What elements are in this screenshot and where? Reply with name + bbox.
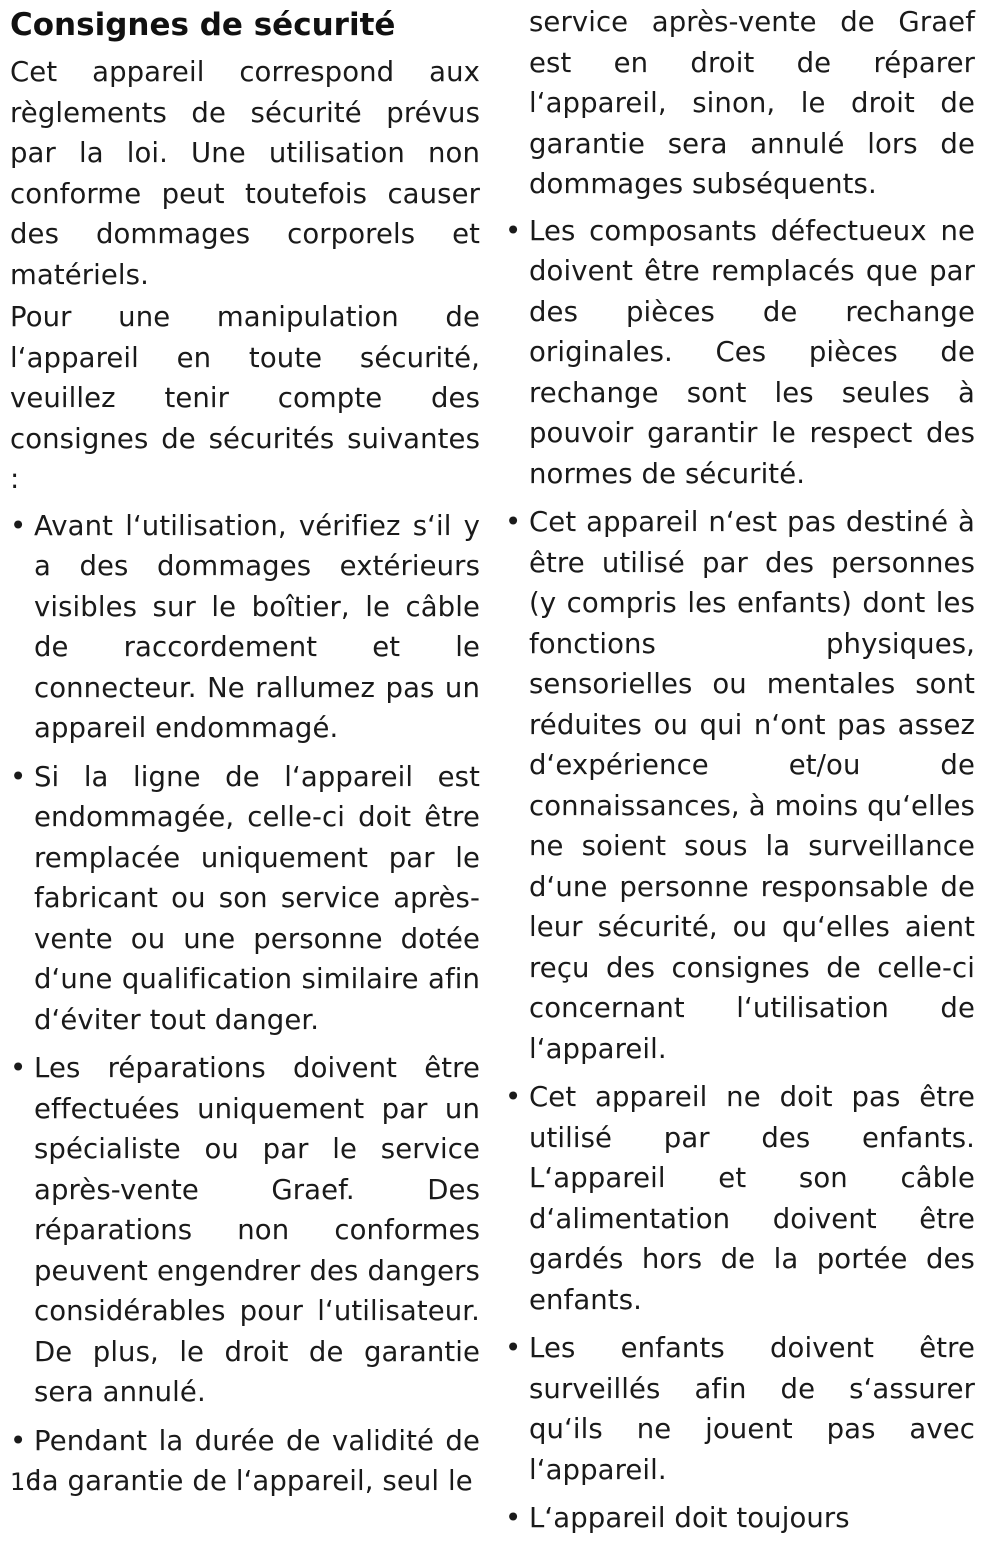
list-item-text: • Si la ligne de l‘appareil est endommagée, celle-ci doit être remplacée uniquement par le fabricant ou son service après-vente ou une personne dotée d‘une qualification similaire afin d‘éviter tout danger.: [34, 760, 480, 1036]
list-item: [10, 506, 480, 749]
page-title: Consignes de sécurité: [10, 7, 396, 43]
list-item-text: • Cet appareil n‘est pas destiné à être utilisé par des personnes (y compris les enfants) dont les fonctions physiques, sensorielles ou mentales sont réduites ou qui n‘ont pas assez d‘expérience et/ou de connaissances, à moins qu‘elles ne soient sous la surveillance d‘une personne responsable de leur sécurité, ou qu‘elles aient reçu des consignes de celle-ci concernant l‘utilisation de l‘appareil.: [529, 506, 975, 1065]
intro-paragraph: Pour une manipulation de l‘appareil en toute sécurité, veuillez tenir compte des consignes de sécurités suivantes :: [10, 301, 480, 495]
list-item: [505, 211, 975, 495]
list-item: [10, 1048, 480, 1413]
list-item-text: • Pendant la durée de validité de la garantie de l‘appareil, seul le: [34, 1424, 480, 1497]
list-item: [10, 1421, 480, 1502]
list-item: [505, 502, 975, 1069]
list-item: [505, 1328, 975, 1490]
intro: [10, 52, 480, 500]
continuation-paragraph: service après-vente de Graef est en droit de réparer l‘appareil, sinon, le droit de garantie sera annulé lors de dommages subséquents.: [529, 6, 975, 200]
right-column: [505, 0, 975, 1547]
list-item-text: • Cet appareil ne doit pas être utilisé par des enfants. L‘appareil et son câble d‘alimentation doivent être gardés hors de la portée des enfants.: [529, 1081, 975, 1316]
intro-paragraph: Cet appareil correspond aux règlements de sécurité prévus par la loi. Une utilisation non conforme peut toutefois causer des dommages corporels et matériels.: [10, 56, 480, 291]
list-item: [505, 1077, 975, 1320]
right-bullet-list: [505, 211, 975, 1539]
list-item: [10, 757, 480, 1041]
page-number: 16: [10, 1468, 41, 1496]
list-item-text: • L‘appareil doit toujours: [529, 1502, 850, 1534]
list-item-text: • Les composants défectueux ne doivent être remplacés que par des pièces de rechange originales. Ces pièces de rechange sont les seules à pouvoir garantir le respect des normes de sécurité.: [529, 214, 975, 490]
left-column: [10, 0, 480, 1510]
left-bullet-list: [10, 506, 480, 1502]
list-item: [505, 1498, 975, 1539]
continued-text: [505, 2, 975, 205]
list-item-text: • Les enfants doivent être surveillés afin de s‘assurer qu‘ils ne jouent pas avec l‘appareil.: [529, 1332, 975, 1486]
list-item-text: • Avant l‘utilisation, vérifiez s‘il y a des dommages extérieurs visibles sur le boîtier, le câble de raccordement et le connecteur. Ne rallumez pas un appareil endommagé.: [34, 509, 480, 744]
list-item-text: • Les réparations doivent être effectuées uniquement par un spécialiste ou par le service après-vente Graef. Des réparations non conformes peuvent engendrer des dangers considérables pour l‘utilisateur. De plus, le droit de garantie sera annulé.: [34, 1052, 480, 1408]
